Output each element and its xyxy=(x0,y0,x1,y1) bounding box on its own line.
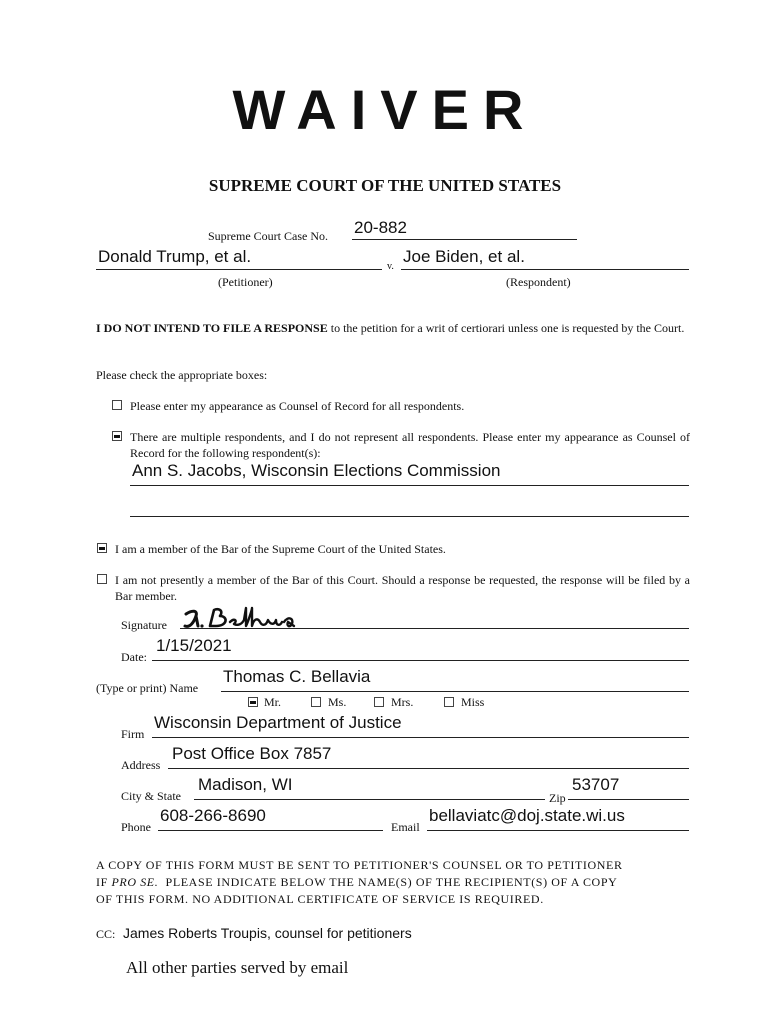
case-number-field[interactable] xyxy=(352,218,577,240)
zip-field[interactable] xyxy=(568,777,689,800)
email-field[interactable] xyxy=(427,808,689,831)
copy-notice-rest: PLEASE INDICATE BELOW THE NAME(S) OF THE RECIPIENT(S) OF A COPY xyxy=(158,875,618,889)
signature-label: Signature xyxy=(121,618,167,632)
checkbox-miss[interactable] xyxy=(444,697,454,707)
bar-member-label: I am a member of the Bar of the Supreme Court of the United States. xyxy=(115,542,446,556)
respondent-value: Joe Biden, et al. xyxy=(403,247,525,266)
checkbox-ms[interactable] xyxy=(311,697,321,707)
court-name: SUPREME COURT OF THE UNITED STATES xyxy=(208,176,562,195)
address-value: Post Office Box 7857 xyxy=(172,744,332,763)
cc-label: CC: xyxy=(96,927,116,941)
name-value: Thomas C. Bellavia xyxy=(223,667,371,686)
phone-value: 608-266-8690 xyxy=(160,806,266,825)
email-label: Email xyxy=(391,820,420,834)
copy-notice-line-3: OF THIS FORM. NO ADDITIONAL CERTIFICATE OF SERVICE IS REQUIRED. xyxy=(96,892,544,906)
not-bar-member-label: I am not presently a member of the Bar of this Court. Should a response be requested, the response will be filed by a Bar member. xyxy=(115,573,690,603)
date-field[interactable] xyxy=(152,638,689,661)
respondent-caption: (Respondent) xyxy=(506,275,571,289)
title-mrs-label: Mrs. xyxy=(391,695,414,709)
city-state-label: City & State xyxy=(121,789,181,803)
no-response-bold: I DO NOT INTEND TO FILE A RESPONSE xyxy=(96,321,328,335)
no-response-statement xyxy=(96,320,690,336)
zip-value: 53707 xyxy=(572,775,620,794)
checkbox-mrs[interactable] xyxy=(374,697,384,707)
no-response-rest: to the petition for a writ of certiorari unless one is requested by the Court. xyxy=(327,321,685,335)
name-label: (Type or print) Name xyxy=(96,681,199,695)
phone-field[interactable] xyxy=(158,808,383,831)
title-ms-label: Ms. xyxy=(328,695,347,709)
checkbox-all-respondents[interactable] xyxy=(112,400,122,410)
copy-notice-if: IF xyxy=(96,875,112,889)
cc-value: James Roberts Troupis, counsel for petitioners xyxy=(123,925,412,941)
copy-notice-pro-se: PRO SE. xyxy=(111,875,159,889)
address-field[interactable] xyxy=(168,746,689,769)
respondents-line-1-value: Ann S. Jacobs, Wisconsin Elections Commission xyxy=(132,461,501,480)
checkbox-multiple-respondents[interactable] xyxy=(112,431,122,441)
date-label: Date: xyxy=(121,650,147,664)
title-miss-label: Miss xyxy=(461,695,485,709)
city-state-field[interactable] xyxy=(194,777,545,800)
respondents-line-2[interactable] xyxy=(130,496,689,517)
petitioner-caption: (Petitioner) xyxy=(218,275,273,289)
signature-field[interactable] xyxy=(180,604,689,629)
firm-value: Wisconsin Department of Justice xyxy=(154,713,402,732)
option-multiple-respondents-label: There are multiple respondents, and I do not represent all respondents. Please enter my appearance as Counsel of Record for the following respondent(s): xyxy=(130,430,690,460)
copy-notice-line-1: A COPY OF THIS FORM MUST BE SENT TO PETITIONER'S COUNSEL OR TO PETITIONER xyxy=(96,858,623,872)
email-value: bellaviatc@doj.state.wi.us xyxy=(429,806,625,825)
petitioner-value: Donald Trump, et al. xyxy=(98,247,252,266)
city-state-value: Madison, WI xyxy=(198,775,293,794)
copy-notice-line-2 xyxy=(96,874,617,891)
date-value: 1/15/2021 xyxy=(156,636,232,655)
name-field[interactable] xyxy=(221,669,689,692)
firm-field[interactable] xyxy=(152,715,689,738)
signature-image xyxy=(182,604,312,632)
firm-label: Firm xyxy=(121,727,145,741)
checkbox-mr[interactable] xyxy=(248,697,258,707)
check-instruction: Please check the appropriate boxes: xyxy=(96,368,268,382)
checkbox-not-bar-member[interactable] xyxy=(97,574,107,584)
served-note: All other parties served by email xyxy=(126,958,349,977)
respondents-line-1[interactable] xyxy=(130,463,689,486)
address-label: Address xyxy=(121,758,161,772)
zip-label: Zip xyxy=(549,791,566,805)
case-number-label: Supreme Court Case No. xyxy=(208,229,328,243)
phone-label: Phone xyxy=(121,820,151,834)
respondent-field[interactable] xyxy=(401,247,689,270)
form-title: WAIVER xyxy=(232,78,538,141)
petitioner-field[interactable] xyxy=(96,247,382,270)
case-number-value: 20-882 xyxy=(354,218,407,237)
title-mr-label: Mr. xyxy=(264,695,282,709)
option-all-respondents-label: Please enter my appearance as Counsel of Record for all respondents. xyxy=(130,399,465,413)
versus-label: v. xyxy=(387,261,394,272)
checkbox-bar-member[interactable] xyxy=(97,543,107,553)
